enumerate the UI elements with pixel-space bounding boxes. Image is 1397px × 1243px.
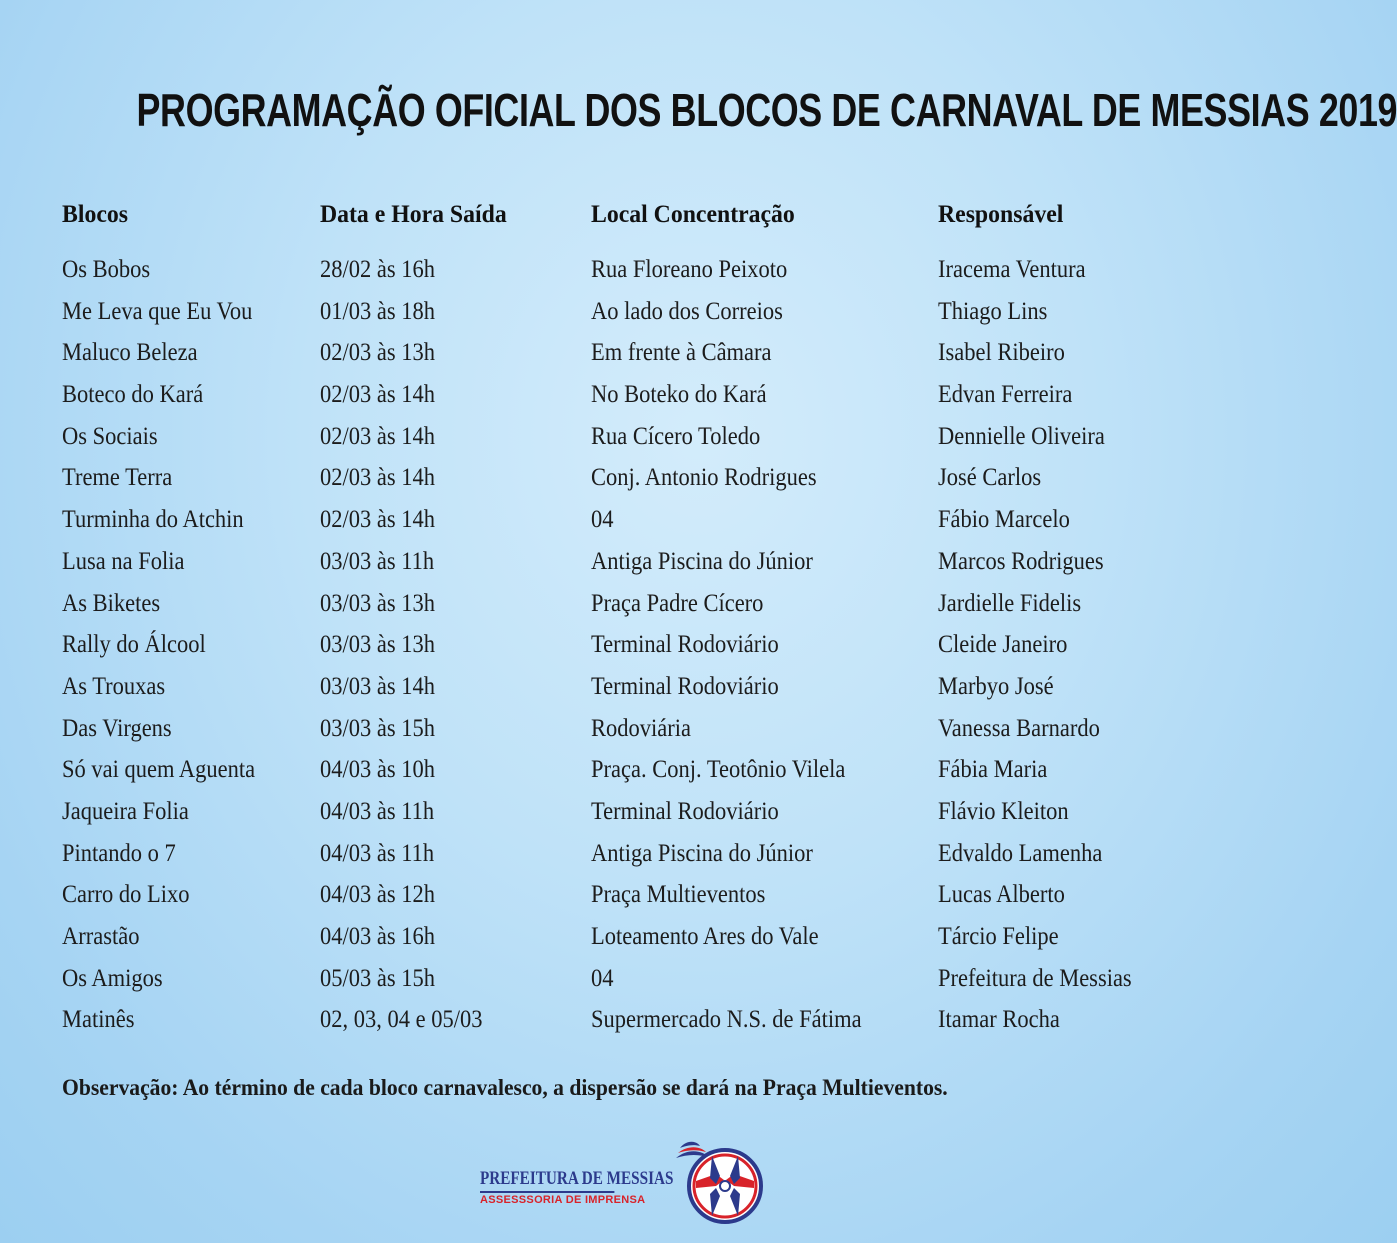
bloco-cell: Pintando o 7 bbox=[62, 839, 176, 867]
table-header-row bbox=[62, 195, 1192, 235]
data-hora-cell: 04/03 às 10h bbox=[320, 756, 436, 784]
hands-circle-emblem-icon bbox=[672, 1136, 768, 1226]
bloco-cell: Turminha do Atchin bbox=[62, 506, 244, 534]
observation-note: Observação: Ao término de cada bloco carnavalesco, a dispersão se dará na Praça Multieventos. bbox=[62, 1075, 948, 1100]
responsavel-cell: Thiago Lins bbox=[938, 297, 1048, 325]
local-cell: Supermercado N.S. de Fátima bbox=[591, 1006, 862, 1034]
responsavel-cell: Isabel Ribeiro bbox=[938, 339, 1065, 367]
data-hora-cell: 04/03 às 11h bbox=[320, 797, 435, 825]
local-cell: Conj. Antonio Rodrigues bbox=[591, 464, 817, 492]
responsavel-cell: Marbyo José bbox=[938, 672, 1054, 700]
table-row bbox=[62, 750, 1192, 792]
data-hora-cell: 02/03 às 13h bbox=[320, 339, 436, 367]
header-blocos: Blocos bbox=[62, 201, 128, 228]
bloco-cell: Boteco do Kará bbox=[62, 381, 204, 409]
responsavel-cell: Iracema Ventura bbox=[938, 256, 1086, 283]
responsavel-cell: Tárcio Felipe bbox=[938, 923, 1059, 950]
responsavel-cell: José Carlos bbox=[938, 464, 1042, 492]
bloco-cell: Treme Terra bbox=[62, 464, 173, 492]
bloco-cell: Os Amigos bbox=[62, 964, 163, 992]
table-row bbox=[62, 959, 1192, 1001]
table-row bbox=[62, 375, 1192, 417]
responsavel-cell: Edvaldo Lamenha bbox=[938, 839, 1103, 867]
schedule-table bbox=[62, 195, 1192, 1042]
local-cell: Praça Multieventos bbox=[591, 881, 766, 909]
bloco-cell: Só vai quem Aguenta bbox=[62, 756, 256, 784]
bloco-cell: Os Sociais bbox=[62, 422, 158, 450]
table-row bbox=[62, 625, 1192, 667]
responsavel-cell: Fábia Maria bbox=[938, 756, 1048, 784]
data-hora-cell: 03/03 às 15h bbox=[320, 714, 436, 742]
data-hora-cell: 02/03 às 14h bbox=[320, 381, 436, 409]
bloco-cell: Lusa na Folia bbox=[62, 547, 185, 575]
responsavel-cell: Jardielle Fidelis bbox=[938, 589, 1082, 617]
responsavel-cell: Fábio Marcelo bbox=[938, 506, 1070, 534]
local-cell: Rua Floreano Peixoto bbox=[591, 256, 788, 283]
page-title: PROGRAMAÇÃO OFICIAL DOS BLOCOS DE CARNAVAL DE MESSIAS 2019 bbox=[136, 84, 1397, 136]
bloco-cell: Rally do Álcool bbox=[62, 631, 206, 659]
data-hora-cell: 03/03 às 11h bbox=[320, 547, 435, 575]
local-cell: Rua Cícero Toledo bbox=[591, 422, 761, 450]
data-hora-cell: 02/03 às 14h bbox=[320, 506, 436, 534]
table-row bbox=[62, 500, 1192, 542]
table-row bbox=[62, 333, 1192, 375]
local-cell: Ao lado dos Correios bbox=[591, 297, 783, 325]
responsavel-cell: Prefeitura de Messias bbox=[938, 964, 1132, 992]
table-row bbox=[62, 1000, 1192, 1042]
responsavel-cell: Vanessa Barnardo bbox=[938, 714, 1100, 742]
logo-name: PREFEITURA DE MESSIAS bbox=[480, 1168, 614, 1193]
prefeitura-logo-text bbox=[480, 1168, 674, 1207]
data-hora-cell: 02, 03, 04 e 05/03 bbox=[320, 1006, 483, 1034]
bloco-cell: Matinês bbox=[62, 1006, 135, 1034]
data-hora-cell: 04/03 às 12h bbox=[320, 881, 436, 909]
table-body bbox=[62, 250, 1192, 1042]
bloco-cell: Maluco Beleza bbox=[62, 339, 198, 367]
table-row bbox=[62, 792, 1192, 834]
local-cell: No Boteko do Kará bbox=[591, 381, 767, 409]
local-cell: 04 bbox=[591, 964, 614, 992]
header-local: Local Concentração bbox=[591, 201, 795, 228]
local-cell: Terminal Rodoviário bbox=[591, 797, 779, 825]
data-hora-cell: 02/03 às 14h bbox=[320, 464, 436, 492]
header-responsavel: Responsável bbox=[938, 201, 1064, 228]
table-row bbox=[62, 709, 1192, 751]
responsavel-cell: Dennielle Oliveira bbox=[938, 422, 1105, 450]
local-cell: Praça. Conj. Teotônio Vilela bbox=[591, 756, 846, 784]
logo-subtitle: ASSESSSORIA DE IMPRENSA bbox=[480, 1194, 646, 1206]
data-hora-cell: 03/03 às 13h bbox=[320, 631, 436, 659]
bloco-cell: Arrastão bbox=[62, 923, 140, 950]
table-row bbox=[62, 917, 1192, 959]
local-cell: 04 bbox=[591, 506, 614, 534]
bloco-cell: As Trouxas bbox=[62, 672, 166, 700]
header-data-hora: Data e Hora Saída bbox=[320, 201, 507, 228]
data-hora-cell: 01/03 às 18h bbox=[320, 297, 436, 325]
responsavel-cell: Edvan Ferreira bbox=[938, 381, 1073, 409]
data-hora-cell: 04/03 às 16h bbox=[320, 923, 436, 950]
table-row bbox=[62, 667, 1192, 709]
table-row bbox=[62, 542, 1192, 584]
data-hora-cell: 05/03 às 15h bbox=[320, 964, 436, 992]
bloco-cell: Me Leva que Eu Vou bbox=[62, 297, 253, 325]
responsavel-cell: Marcos Rodrigues bbox=[938, 547, 1104, 575]
data-hora-cell: 04/03 às 11h bbox=[320, 839, 435, 867]
bloco-cell: Carro do Lixo bbox=[62, 881, 190, 909]
local-cell: Terminal Rodoviário bbox=[591, 672, 779, 700]
responsavel-cell: Flávio Kleiton bbox=[938, 797, 1069, 825]
local-cell: Loteamento Ares do Vale bbox=[591, 923, 819, 950]
local-cell: Rodoviária bbox=[591, 714, 691, 742]
local-cell: Terminal Rodoviário bbox=[591, 631, 779, 659]
table-row bbox=[62, 458, 1192, 500]
responsavel-cell: Cleide Janeiro bbox=[938, 631, 1068, 659]
responsavel-cell: Lucas Alberto bbox=[938, 881, 1065, 909]
data-hora-cell: 02/03 às 14h bbox=[320, 422, 436, 450]
bloco-cell: Das Virgens bbox=[62, 714, 172, 742]
local-cell: Em frente à Câmara bbox=[591, 339, 772, 367]
bloco-cell: As Biketes bbox=[62, 589, 161, 617]
data-hora-cell: 28/02 às 16h bbox=[320, 256, 436, 283]
local-cell: Antiga Piscina do Júnior bbox=[591, 547, 813, 575]
local-cell: Praça Padre Cícero bbox=[591, 589, 764, 617]
data-hora-cell: 03/03 às 14h bbox=[320, 672, 436, 700]
table-row bbox=[62, 584, 1192, 626]
table-row bbox=[62, 834, 1192, 876]
table-row bbox=[62, 250, 1192, 292]
table-row bbox=[62, 292, 1192, 334]
table-row bbox=[62, 417, 1192, 459]
table-row bbox=[62, 875, 1192, 917]
bloco-cell: Os Bobos bbox=[62, 256, 151, 283]
responsavel-cell: Itamar Rocha bbox=[938, 1006, 1060, 1034]
bloco-cell: Jaqueira Folia bbox=[62, 797, 189, 825]
data-hora-cell: 03/03 às 13h bbox=[320, 589, 436, 617]
local-cell: Antiga Piscina do Júnior bbox=[591, 839, 813, 867]
